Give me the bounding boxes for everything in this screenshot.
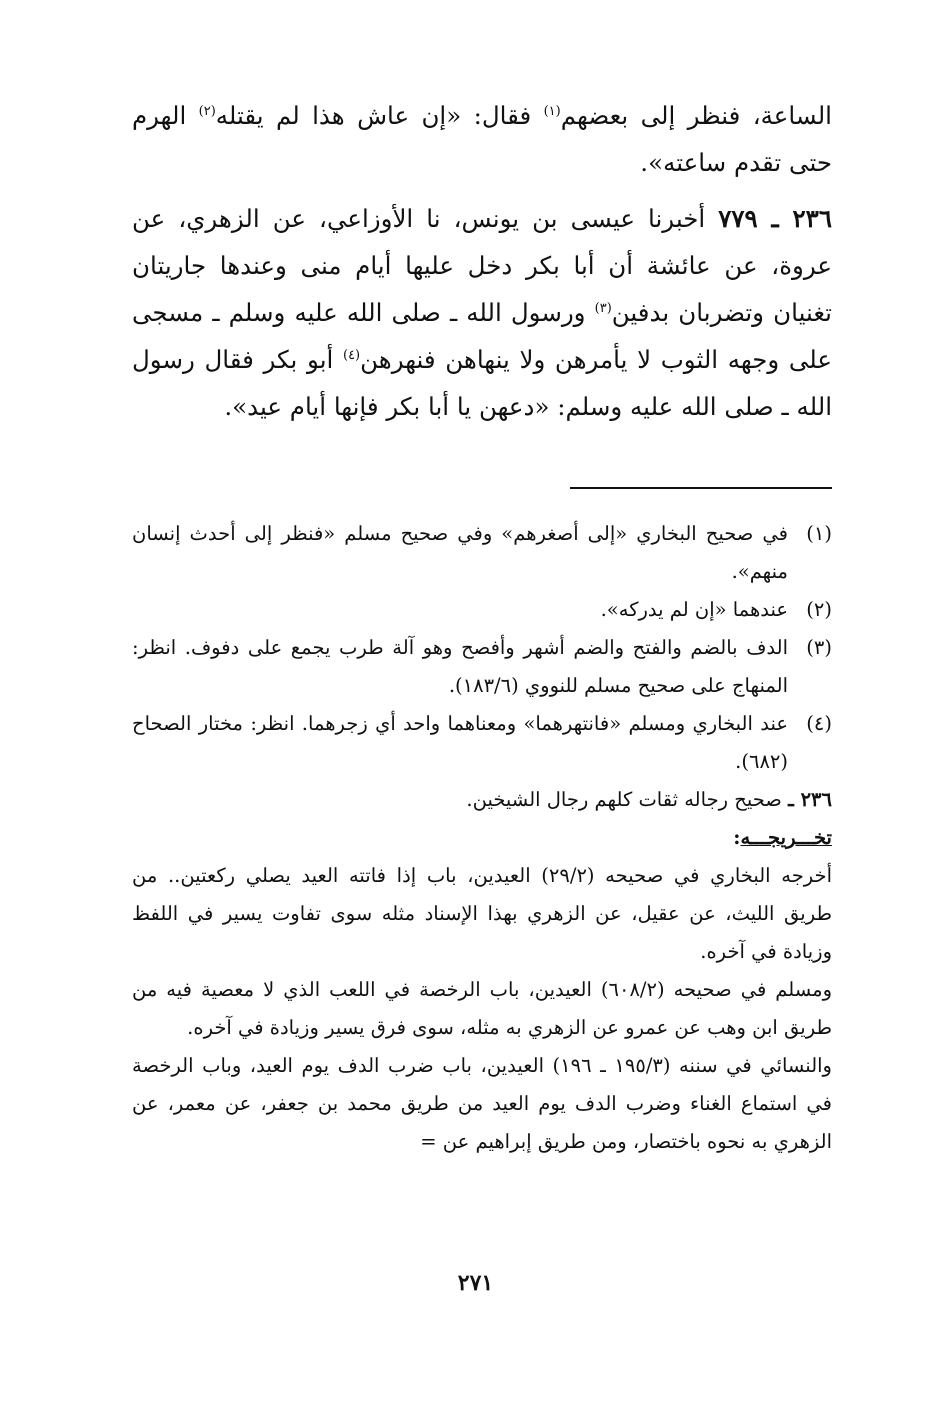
paragraph-continuation: [132, 92, 832, 186]
takhrij-paragraph-3: والنسائي في سننه (١٩٥/٣ ـ ١٩٦) العيدين، باب ضرب الدف يوم العيد، وباب الرخصة في استماع الغناء وضرب الدف يوم العيد من طريق محمد بن جعفر، عن معمر، عن الزهري به نحوه باختصار، ومن طريق إبراهيم عن =: [132, 1054, 832, 1153]
page-number: ٢٧١: [457, 1270, 494, 1296]
footnote-number: (٣): [806, 636, 832, 659]
grading-line: [132, 781, 832, 819]
footnote-ref-1: (١): [543, 103, 561, 119]
text-span: فقال: «إن عاش هذا لم يقتله: [215, 101, 544, 130]
footnote-text: عند البخاري ومسلم «فانتهرهما» ومعناهما واحد أي زجرهما. انظر: مختار الصحاح (٦٨٢).: [132, 712, 788, 773]
text-span: ورسول الله ـ صلى الله عليه وسلم ـ مسجى على وجهه الثوب لا يأمرهن ولا ينهاهن فنهرهن: [132, 298, 832, 374]
footnote-number: (٤): [806, 712, 832, 735]
text-span: أبو بكر فقال رسول الله ـ صلى الله عليه وسلم: «دعهن يا أبا بكر فإنها أيام عيد».: [132, 345, 832, 421]
footnote-separator: [570, 487, 832, 489]
footnote-ref-4: (٤): [342, 347, 361, 363]
footnote-number: (١): [806, 522, 832, 545]
hadith-number: ٢٣٦ ـ ٧٧٩: [718, 204, 832, 233]
footnote-4: [132, 705, 832, 781]
text-span: أخبرنا عيسى بن يونس، نا الأوزاعي، عن الزهري، عن عروة، عن عائشة أن أبا بكر دخل عليها أيام منى وعندها جاريتان تغنيان وتضربان بدفين: [132, 204, 832, 327]
takhrij-heading-colon: :: [733, 826, 741, 849]
footnote-text: في صحيح البخاري «إلى أصغرهم» وفي صحيح مسلم «فنظر إلى أحدث إنسان منهم».: [132, 522, 788, 583]
footnote-3: [132, 629, 832, 705]
text-span: الهرم حتى تقدم ساعته».: [132, 101, 832, 177]
grading-number: ٢٣٦ ـ: [788, 788, 832, 811]
footnote-1: [132, 515, 832, 591]
footnote-ref-2: (٢): [198, 103, 216, 119]
takhrij-paragraph-1: أخرجه البخاري في صحيحه (٢٩/٢) العيدين، باب إذا فاتته العيد يصلي ركعتين.. من طريق الليث، عن عقيل، عن الزهري بهذا الإسناد مثله سوى تفاوت يسير في اللفظ وزيادة في آخره.: [132, 864, 832, 963]
main-text: [132, 92, 832, 430]
footnote-text: عندهما «إن لم يدركه».: [600, 598, 788, 621]
hadith-paragraph: [132, 195, 832, 430]
footnote-text: الدف بالضم والفتح والضم أشهر وأفصح وهو آلة طرب يجمع على دفوف. انظر: المنهاج على صحيح مسلم للنووي (١٨٣/٦).: [132, 636, 788, 697]
takhrij-paragraph-2: ومسلم في صحيحه (٦٠٨/٢) العيدين، باب الرخصة في اللعب الذي لا معصية فيه من طريق ابن وهب عن عمرو عن الزهري به مثله، سوى فرق يسير وزيادة في آخره.: [132, 978, 832, 1039]
footnote-2: [132, 591, 832, 629]
text-span: الساعة، فنظر إلى بعضهم: [560, 101, 832, 130]
grading-text: صحيح رجاله ثقات كلهم رجال الشيخين.: [466, 788, 789, 811]
takhrij-heading-text: تخـــريجـــه: [740, 826, 832, 849]
takhrij-heading: [132, 819, 832, 857]
footnote-ref-3: (٣): [594, 300, 612, 316]
footnote-number: (٢): [806, 598, 832, 621]
footnotes-section: [132, 515, 832, 1161]
